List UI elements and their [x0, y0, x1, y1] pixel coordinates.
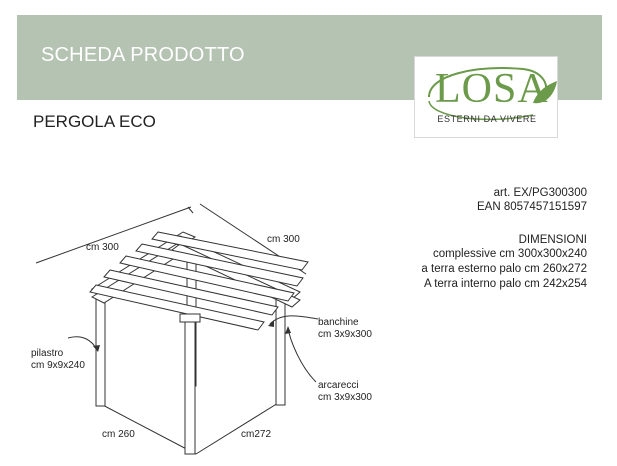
page-title: SCHEDA PRODOTTO [41, 44, 245, 66]
label-arcarecci: arcarecci [318, 380, 359, 391]
label-bottom-left: cm 260 [102, 429, 135, 440]
arrow-arcarecci [285, 326, 291, 334]
label-banchine-size: cm 3x9x300 [318, 329, 372, 340]
post-front [185, 314, 195, 454]
dim-line-bottom-left [97, 402, 196, 454]
dim-overall: complessive cm 300x300x240 [432, 248, 587, 260]
logo-tagline: ESTERNI DA VIVERE [437, 114, 537, 124]
product-name: PERGOLA ECO [33, 112, 156, 131]
dim-ground-outer: a terra esterno palo cm 260x272 [421, 263, 587, 275]
leader-pilastro [68, 337, 97, 350]
ean-code: EAN 8057457151597 [477, 201, 587, 213]
arrow-banchine [268, 320, 274, 327]
dim-line-bottom-right [196, 400, 283, 454]
article-code: art. EX/PG300300 [493, 187, 587, 199]
label-pilastro: pilastro [31, 348, 64, 359]
label-top-left: cm 300 [86, 242, 119, 253]
label-top-right: cm 300 [267, 234, 300, 245]
leader-arcarecci [288, 328, 316, 382]
dimensions-heading: DIMENSIONI [518, 234, 587, 246]
post-right [276, 293, 285, 405]
label-pilastro-size: cm 9x9x240 [31, 360, 85, 371]
logo-wordmark: LOSA [435, 66, 549, 112]
dim-ground-inner: A terra interno palo cm 242x254 [423, 278, 587, 290]
label-bottom-right: cm272 [241, 429, 272, 440]
label-arcarecci-size: cm 3x9x300 [318, 392, 372, 403]
label-banchine: banchine [318, 317, 359, 328]
